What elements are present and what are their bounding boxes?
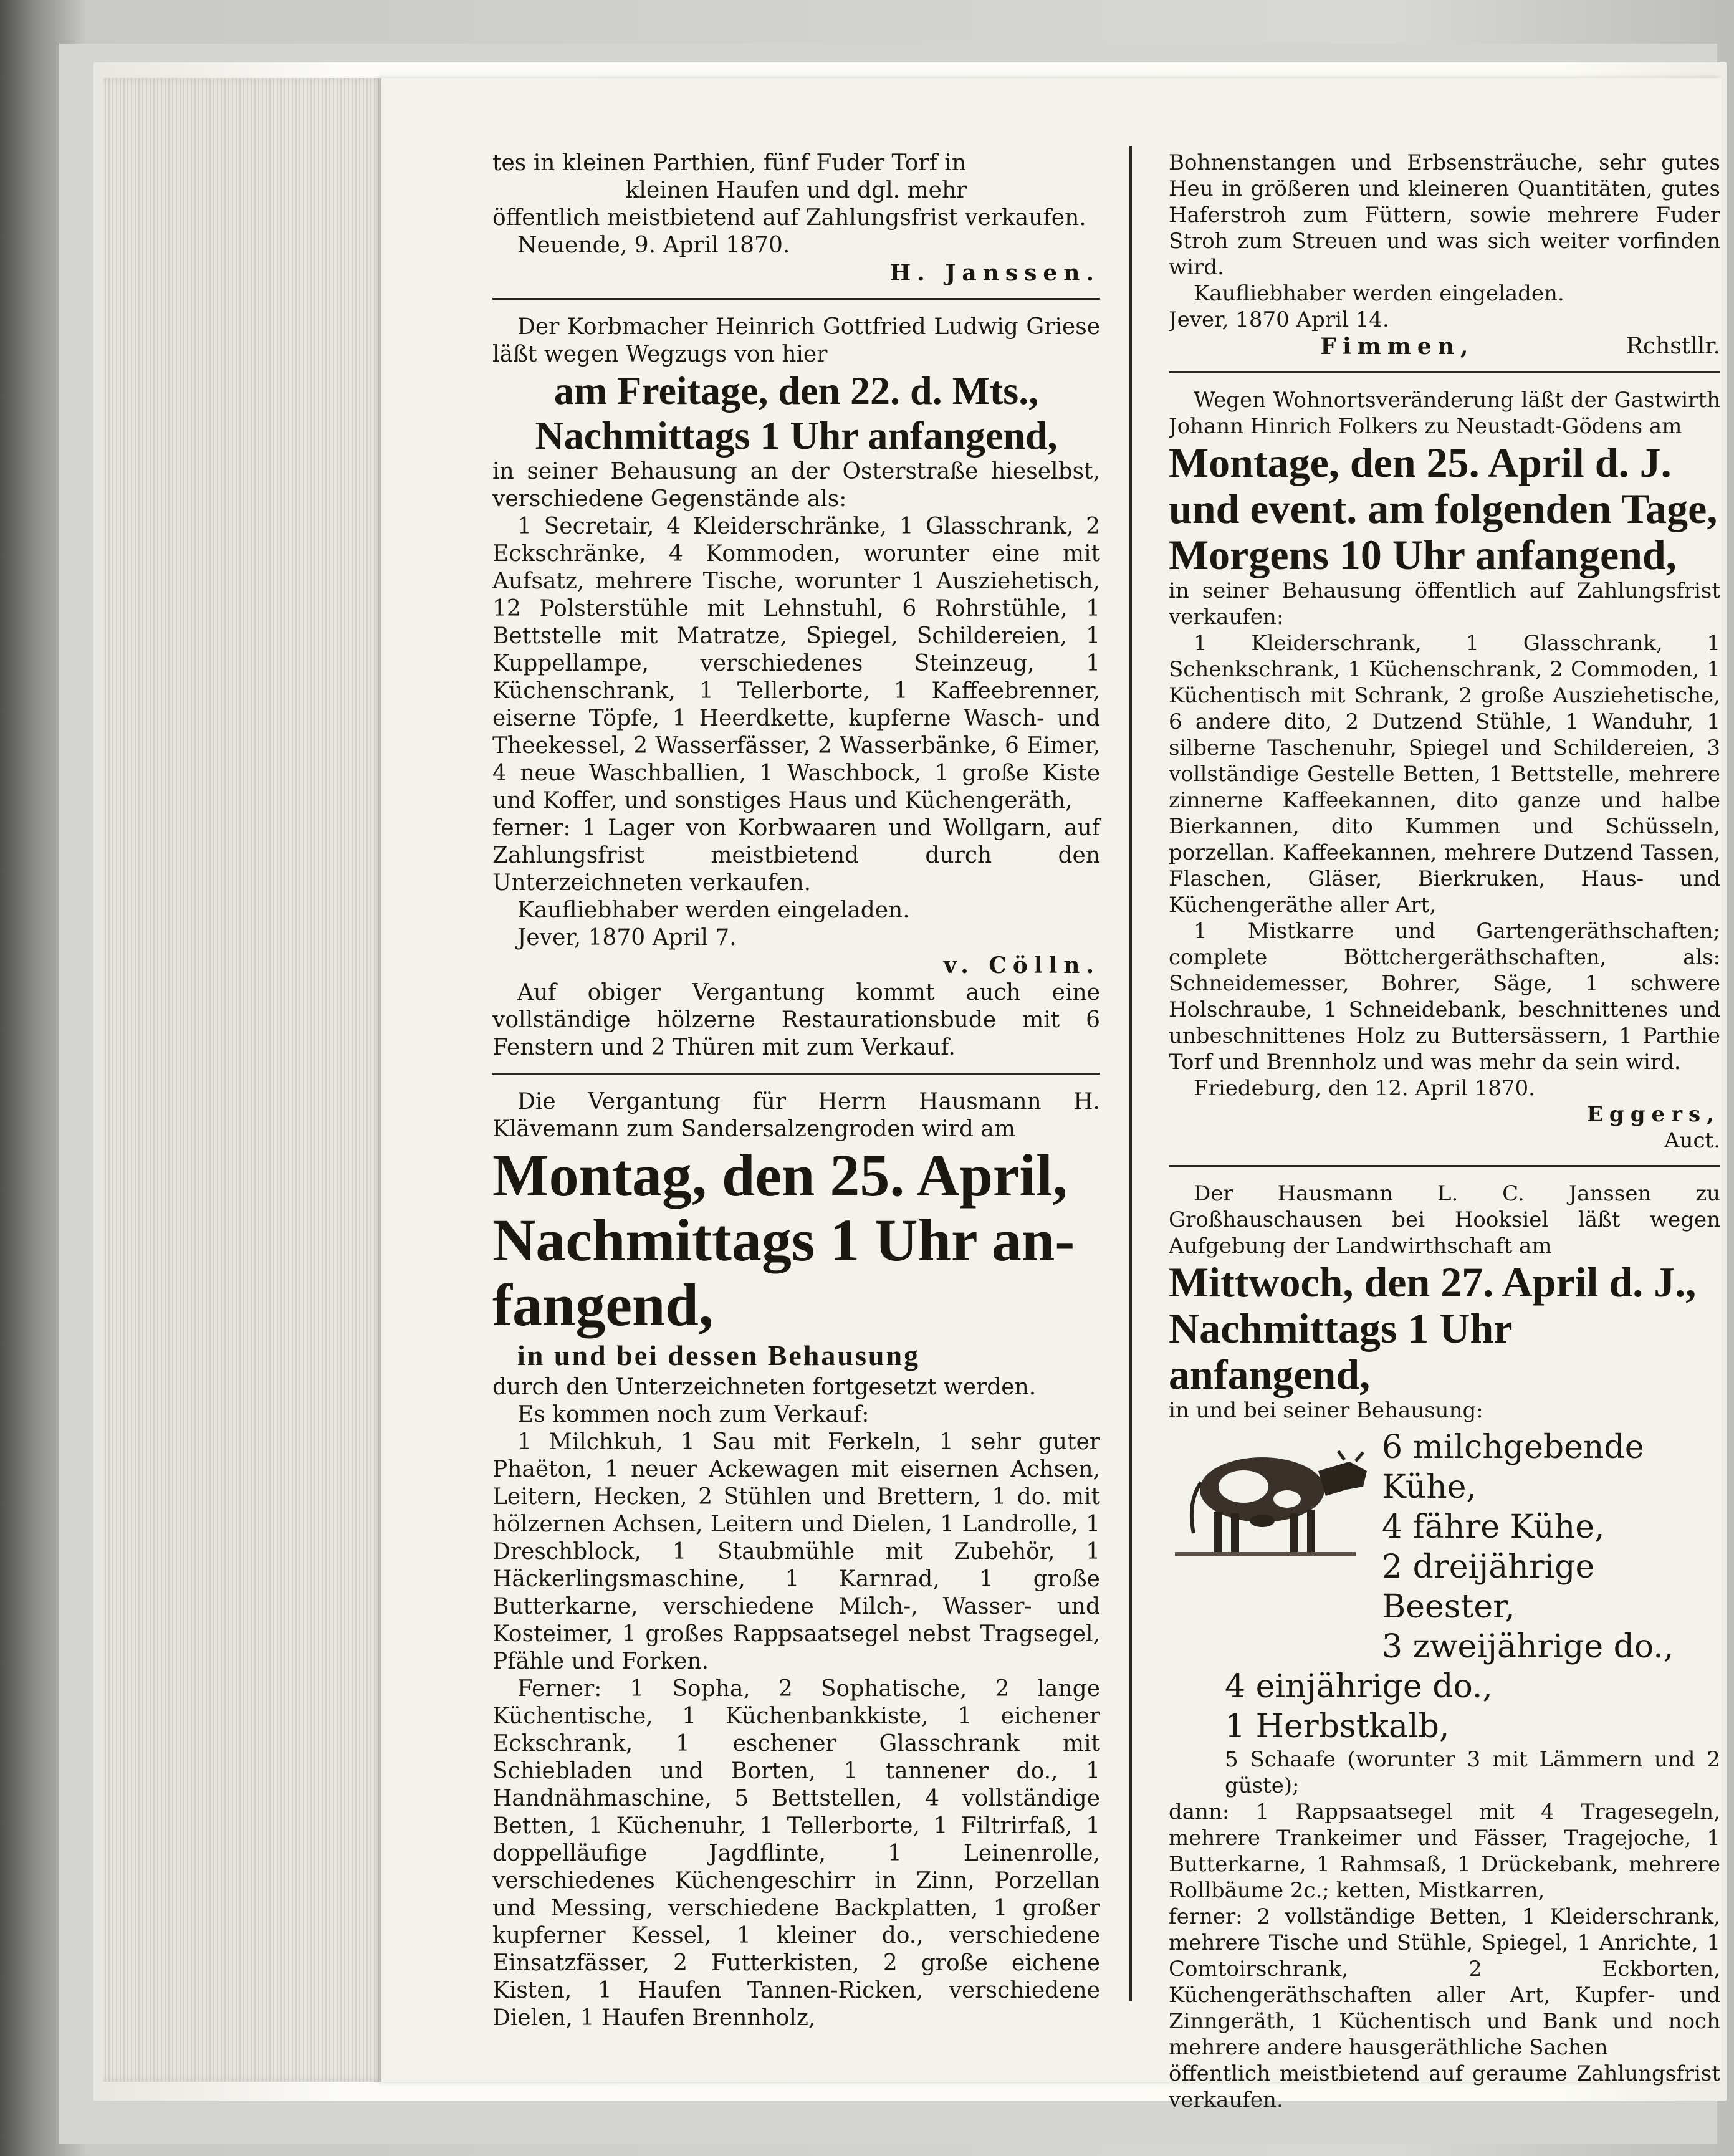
sale-location: in und bei seiner Behausung:	[1169, 1398, 1483, 1423]
page-edges	[103, 78, 383, 2082]
ad-separator	[1169, 1165, 1720, 1167]
place-date: Friedeburg, den 12. April 1870.	[1194, 1076, 1535, 1101]
sale-heading-line: Montage, den 25. April d. J.	[1169, 439, 1672, 486]
then-items: dann: 1 Rappsaatsegel mit 4 Tragesegeln, mehrere Trankeimer und Fässer, Tragejoche, 1 Butterkarne, 1 Rahmsaß, 1 Drückebank, mehrere Rollbäume 2c.; ketten, Mistkarren,	[1169, 1799, 1720, 1903]
item-list: 1 Secretair, 4 Kleiderschränke, 1 Glasschrank, 2 Eckschränke, 4 Kommoden, worunter eine mit Aufsatz, mehrere Tische, worunter 1 Ausziehetisch, 12 Polsterstühle mit Lehnstuhl, 6 Rohrstühle, 1 Bettstelle mit Matratze, Spiegel, Schildereien, 1 Kuppellampe, verschiedenes Steinzeug, 1 Küchenschrank, 1 Tellerborte, 1 Kaffeebrenner, eiserne Töpfe, 1 Heerdkette, kupferne Wasch- und Theekessel, 2 Wasserfässer, 2 Wasserbänke, 6 Eimer, 4 neue Waschballien, 1 Waschbock, 1 große Kiste und Koffer, und sonstiges Haus und Küchengeräth,	[492, 514, 1100, 813]
ad-fimmen	[1169, 150, 1720, 360]
ad-janssen-hooksiel	[1169, 1181, 1720, 2113]
signature: Eggers,	[1587, 1102, 1720, 1127]
sheep-line: 5 Schaafe (worunter 3 mit Lämmern und 2 güste);	[1225, 1747, 1720, 1798]
signature-title: Auct.	[1664, 1128, 1720, 1153]
ad-separator	[1169, 371, 1720, 373]
signature-title: Rchstllr.	[1626, 333, 1720, 359]
signature: v. Cölln.	[943, 952, 1100, 979]
ad-intro: Der Hausmann L. C. Janssen zu Großhauschausen bei Hooksiel läßt wegen Aufgebung der Landwirthschaft am	[1169, 1181, 1720, 1258]
ad-text: öffentlich meistbietend auf Zahlungsfrist verkaufen.	[492, 205, 1086, 231]
livestock-item: 4 fähre Kühe,	[1382, 1508, 1605, 1546]
ad-text: tes in kleinen Parthien, fünf Fuder Torf in	[492, 150, 967, 176]
signature: H. Janssen.	[889, 260, 1100, 286]
sale-heading-line: und event. am folgenden Tage,	[1169, 485, 1718, 532]
further-items: Ferner: 1 Sopha, 2 Sophatische, 2 lange Küchentische, 1 Küchenbankkiste, 1 eichener Eckschrank, 1 eschener Glasschrank mit Schiebladen und Borten, 1 tannener do., 1 Handnähmaschine, 5 Bettstellen, 4 vollständige Betten, 1 Küchenuhr, 1 Tellerborte, 1 Filtrirfaß, 1 doppelläufige Jagdflinte, 1 Leinenrolle, verschiedenes Küchengeschirr in Zinn, Porzellan und Messing, verschiedene Backplatten, 1 großer kupferner Kessel, 1 kleiner do., verschiedene Einsatzfässer, 2 Futterkisten, 2 große eichene Kisten, 1 Haufen Tannen-Ricken, verschiedene Dielen, 1 Haufen Brennholz,	[492, 1676, 1100, 2031]
livestock-block	[1169, 1427, 1720, 1667]
ad-intro: Der Korbmacher Heinrich Gottfried Ludwig Griese läßt wegen Wegzugs von hier	[492, 314, 1100, 367]
livestock-item: 6 milchgebende Kühe,	[1382, 1429, 1644, 1506]
ad-intro: Wegen Wohnortsveränderung läßt der Gastwirth Johann Hinrich Folkers zu Neustadt-Gödens am	[1169, 388, 1720, 439]
sale-date-heading: am Freitage, den 22. d. Mts.,	[553, 368, 1039, 413]
signature-row	[1169, 333, 1720, 360]
ad-janssen-neuende	[492, 150, 1100, 287]
further-items: ferner: 2 vollständige Betten, 1 Kleiderschrank, mehrere Tische und Stühle, Spiegel, 1 Anrichte, 1 Comtoirschrank, 2 Eckborten, Küchengeräthschaften aller Art, Kupfer- und Zinngeräth, 1 Küchentisch und Bank und noch mehrere andere hausgeräthliche Sachen	[1169, 1904, 1720, 2060]
sale-location: in und bei dessen Behausung	[517, 1339, 921, 1371]
livestock-list	[1374, 1427, 1720, 1667]
right-column	[1169, 150, 1720, 2113]
buyers-invited: Kaufliebhaber werden eingeladen.	[1194, 281, 1564, 306]
ad-intro: Die Vergantung für Herrn Hausmann H. Klävemann zum Sandersalzengroden wird am	[492, 1089, 1100, 1142]
sale-heading-line: Morgens 10 Uhr anfangend,	[1169, 531, 1677, 578]
sale-heading-line: fangend,	[492, 1272, 714, 1338]
place-date: Jever, 1870 April 7.	[517, 925, 737, 951]
cow-icon	[1169, 1427, 1374, 1564]
ad-text: Bohnenstangen und Erbsensträuche, sehr gutes Heu in größeren und kleineren Quantitäten, gutes Haferstroh zum Füttern, sowie mehrere Fuder Stroh zum Streuen und was sich weiter vorfinden wird.	[1169, 150, 1720, 280]
sale-heading-line: Nachmittags 1 Uhr anfangend,	[1169, 1305, 1512, 1398]
livestock-item: 3 zweijährige do.,	[1382, 1628, 1674, 1665]
ad-klaevemann	[492, 1088, 1100, 2032]
item-list: 1 Kleiderschrank, 1 Glasschrank, 1 Schenkschrank, 1 Küchenschrank, 2 Commoden, 1 Küchentisch mit Schrank, 2 große Ausziehetische, 6 andere dito, 2 Dutzend Stühle, 1 Wanduhr, 1 silberne Taschenuhr, Spiegel und Schildereien, 3 vollständige Gestelle Betten, 1 Bettstelle, mehrere zinnerne Kaffeekannen, dito ganze und halbe Bierkannen, dito Kummen und Schüsseln, porzellan. Kaffeekannen, mehrere Dutzend Tassen, Flaschen, Gläser, Bierkruken, Haus- und Küchengeräthe aller Art,	[1169, 631, 1720, 917]
sale-heading-line: Montag, den 25. April,	[492, 1142, 1068, 1209]
signature: Fimmen,	[1320, 333, 1475, 360]
livestock-item: 1 Herbstkalb,	[1225, 1708, 1450, 1745]
buyers-invited: Kaufliebhaber werden eingeladen.	[517, 898, 910, 923]
closing: öffentlich meistbietend auf geraume Zahlungsfrist verkaufen.	[1169, 2061, 1720, 2112]
sale-location: in seiner Behausung an der Osterstraße hieselbst, verschiedene Gegenstände als:	[492, 459, 1100, 512]
sale-location: in seiner Behausung öffentlich auf Zahlungsfrist verkaufen:	[1169, 578, 1720, 630]
sale-heading-line: Nachmittags 1 Uhr an-	[492, 1207, 1075, 1273]
continued-note: durch den Unterzeichneten fortgesetzt werden.	[492, 1374, 1037, 1400]
further-items: ferner: 1 Lager von Korbwaaren und Wollgarn, auf Zahlungsfrist meistbietend durch den Unterzeichneten verkaufen.	[492, 815, 1100, 896]
item-list: 1 Milchkuh, 1 Sau mit Ferkeln, 1 sehr guter Phaëton, 1 neuer Ackewagen mit eisernen Achsen, Leitern, Hecken, 2 Stühlen und Brettern, 1 do. mit hölzernen Achsen, Leitern und Dielen, 1 Landrolle, 1 Dreschblock, 1 Staubmühle mit Zubehör, 1 Häckerlingsmaschine, 1 Karnrad, 1 große Butterkarne, verschiedene Milch-, Wasser- und Kosteimer, 1 großes Rappsaatsegel nebst Tragsegel, Pfähle und Forken.	[492, 1429, 1100, 1674]
ad-folkers	[1169, 387, 1720, 1154]
livestock-item: 2 dreijährige Beester,	[1382, 1548, 1595, 1626]
postscript: Auf obiger Vergantung kommt auch eine vollständige hölzerne Restaurationsbude mit 6 Fenstern und 2 Thüren mit zum Verkauf.	[492, 980, 1100, 1060]
sale-note: Es kommen noch zum Verkauf:	[517, 1402, 869, 1427]
sale-heading-line: Mittwoch, den 27. April d. J.,	[1169, 1258, 1697, 1306]
sale-time-heading: Nachmittags 1 Uhr anfangend,	[535, 413, 1058, 458]
place-date: Jever, 1870 April 14.	[1169, 307, 1389, 332]
column-divider	[1129, 146, 1132, 2001]
left-column	[492, 150, 1100, 2032]
item-list-2: 1 Mistkarre und Gartengeräthschaften; complete Böttchergeräthschaften, als: Schneidemesser, Bohrer, Säge, 1 schwere Holschraube, 1 Schneidebank, beschnittenes und unbeschnittenes Holz zu Buttersässern, 1 Parthie Torf und Brennholz und was mehr da sein wird.	[1169, 919, 1720, 1075]
ad-text: kleinen Haufen und dgl. mehr	[625, 178, 967, 203]
livestock-list-2	[1169, 1667, 1720, 1746]
place-date: Neuende, 9. April 1870.	[517, 232, 790, 258]
ad-separator	[492, 298, 1100, 300]
ad-griese	[492, 314, 1100, 1061]
ad-separator	[492, 1073, 1100, 1075]
livestock-item: 4 einjährige do.,	[1225, 1668, 1493, 1705]
